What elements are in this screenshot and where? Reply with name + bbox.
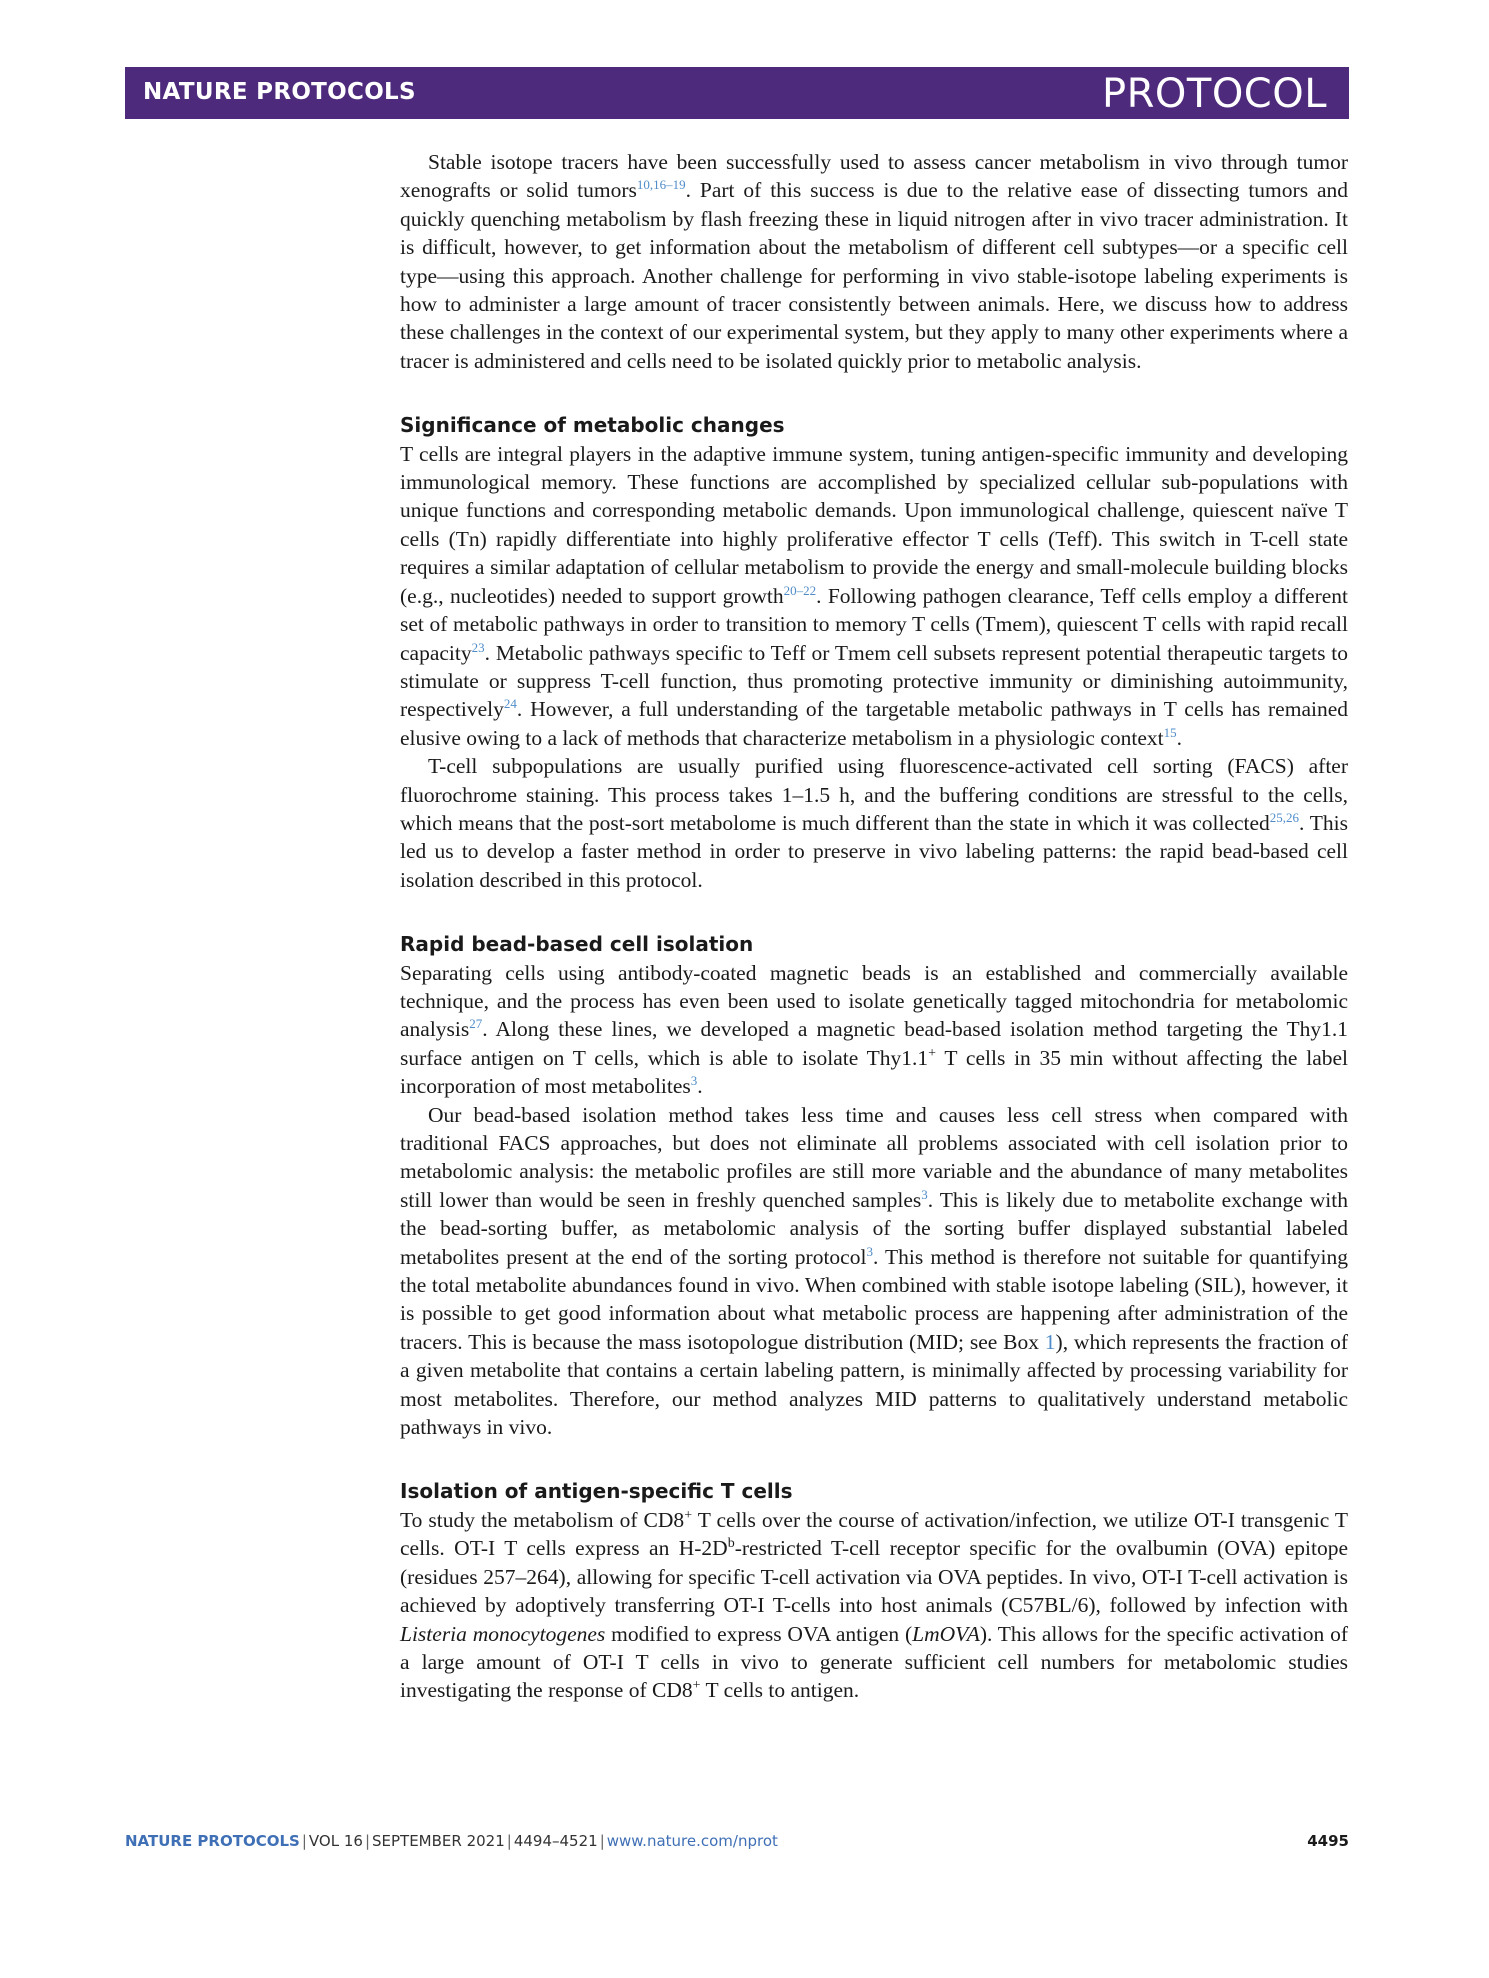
citation-link[interactable]: 10,16–19 <box>636 177 686 193</box>
journal-banner <box>125 67 1349 119</box>
page-footer: NATURE PROTOCOLS | VOL 16 | SEPTEMBER 2021 | 4494–4521 | www.nature.com/nprot 4495 <box>125 1832 1349 1850</box>
paragraph: T cells are integral players in the adaptive immune system, tuning antigen-specific immunity and developing immunological memory. These functions are accomplished by specialized cellular sub-populations with unique functions and corresponding metabolic demands. Upon immunological challenge, quiescent naïve T cells (Tn) rapidly differentiate into highly proliferative effector T cells (Teff). This switch in T-cell state requires a similar adaptation of cellular metabolism to provide the energy and small-molecule building blocks (e.g., nucleotides) needed to support growth$^{20-22}$. Following pathogen clearance, Teff cells employ a different set of metabolic pathways in order to transition to memory T cells (Tmem), quiescent T cells with rapid recall capacity$^{23}$. Metabolic pathways specific to Teff or Tmem cell subsets represent potential therapeutic targets to stimulate or suppress T-cell function, thus promoting protective immunity or diminishing autoimmunity, respectively$^{24}$. However, a full understanding of the targetable metabolic pathways in T cells has remained elusive owing to a lack of methods that characterize metabolism in a physiologic context$^{15}$. <box>400 441 1348 750</box>
citation-link[interactable]: 23 <box>471 639 485 655</box>
citation-link[interactable]: 24 <box>503 696 517 712</box>
paragraph: Separating cells using antibody-coated magnetic beads is an established and commercially available technique, and the process has even been used to isolate genetically tagged mitochondria for metabolomic analysis$^{27}$. Along these lines, we developed a magnetic bead-based isolation method targeting the Thy1.1 surface antigen on T cells, which is able to isolate Thy1.1+ T cells in 35 min without affecting the label incorporation of most metabolites$^3$. <box>400 960 1348 1099</box>
section-heading-significance: Significance of metabolic changes <box>400 413 785 438</box>
section-heading-bead-isolation: Rapid bead-based cell isolation <box>400 932 754 957</box>
box-link[interactable]: 1 <box>1044 1329 1056 1354</box>
citation-link[interactable]: 15 <box>1163 724 1177 740</box>
citation-link[interactable]: 25,26 <box>1269 809 1300 825</box>
citation-link[interactable]: 3 <box>690 1073 698 1089</box>
footer-url-link[interactable]: www.nature.com/nprot <box>606 1832 778 1850</box>
intro-paragraph: Stable isotope tracers have been successfully used to assess cancer metabolism in vivo through tumor xenografts or solid tumors$^{10,16-19}$. Part of this success is due to the relative ease of dissecting tumors and quickly quenching metabolism by flash freezing these in liquid nitrogen after in vivo tracer administration. It is difficult, however, to get information about the metabolism of different cell subtypes—or a specific cell type—using this approach. Another challenge for performing in vivo stable-isotope labeling experiments is how to administer a large amount of tracer consistently between animals. Here, we discuss how to address these challenges in the context of our experimental system, but they apply to many other experiments where a tracer is administered and cells need to be isolated quickly prior to metabolic analysis. <box>400 150 1348 373</box>
footer-volume: VOL 16 <box>308 1832 363 1850</box>
paragraph: Our bead-based isolation method takes less time and causes less cell stress when compared with traditional FACS approaches, but does not eliminate all problems associated with cell isolation prior to metabolomic analysis: the metabolic profiles are still more variable and the abundance of many metabolites still lower than would be seen in freshly quenched samples$^3$. This is likely due to metabolite exchange with the bead-sorting buffer, as metabolomic analysis of the sorting buffer displayed substantial labeled metabolites present at the end of the sorting protocol$^3$. This method is therefore not suitable for quantifying the total metabolite abundances found in vivo. When combined with stable isotope labeling (SIL), however, it is possible to get good information about what metabolic process are happening after administration of the tracers. This is because the mass isotopologue distribution (MID; see Box 1), which represents the fraction of a given metabolite that contains a certain labeling pattern, is minimally affected by processing variability for most metabolites. Therefore, our method analyzes MID patterns to qualitatively understand metabolic pathways in vivo. <box>400 1102 1348 1440</box>
article-body <box>400 148 1348 1705</box>
article-type: PROTOCOL <box>1101 71 1327 117</box>
citation-link[interactable]: 27 <box>469 1016 483 1032</box>
page-number: 4495 <box>1307 1832 1349 1850</box>
citation-link[interactable]: 3 <box>921 1186 928 1202</box>
paragraph: To study the metabolism of CD8+ T cells over the course of activation/infection, we utilize OT-I transgenic T cells. OT-I T cells express an $H-2D^b$-restricted T-cell receptor specific for the ovalbumin (OVA) epitope (residues 257–264), allowing for specific T-cell activation via OVA peptides. In vivo, OT-I T-cell activation is achieved by adoptively transferring OT-I T-cells into host animals (C57BL/6), followed by infection with Listeria monocytogenes modified to express OVA antigen (LmOVA). This allows for the specific activation of a large amount of OT-I T cells in vivo to generate sufficient cell numbers for metabolomic studies investigating the response of CD8+ T cells to antigen. <box>400 1507 1348 1703</box>
footer-journal: NATURE PROTOCOLS <box>125 1832 300 1850</box>
section-heading-antigen-specific: Isolation of antigen-specific T cells <box>400 1479 793 1504</box>
citation-link[interactable]: 20–22 <box>783 582 817 598</box>
paragraph: T-cell subpopulations are usually purified using fluorescence-activated cell sorting (FACS) after fluorochrome staining. This process takes 1–1.5 h, and the buffering conditions are stressful to the cells, which means that the post-sort metabolome is much different than the state in which it was collected$^{25,26}$. This led us to develop a faster method in order to preserve in vivo labeling patterns: the rapid bead-based cell isolation described in this protocol. <box>400 754 1348 892</box>
footer-pages: 4494–4521 <box>513 1832 598 1850</box>
footer-date: SEPTEMBER 2021 <box>372 1832 505 1850</box>
journal-name: NATURE PROTOCOLS <box>143 79 416 105</box>
citation-link[interactable]: 3 <box>866 1243 873 1259</box>
